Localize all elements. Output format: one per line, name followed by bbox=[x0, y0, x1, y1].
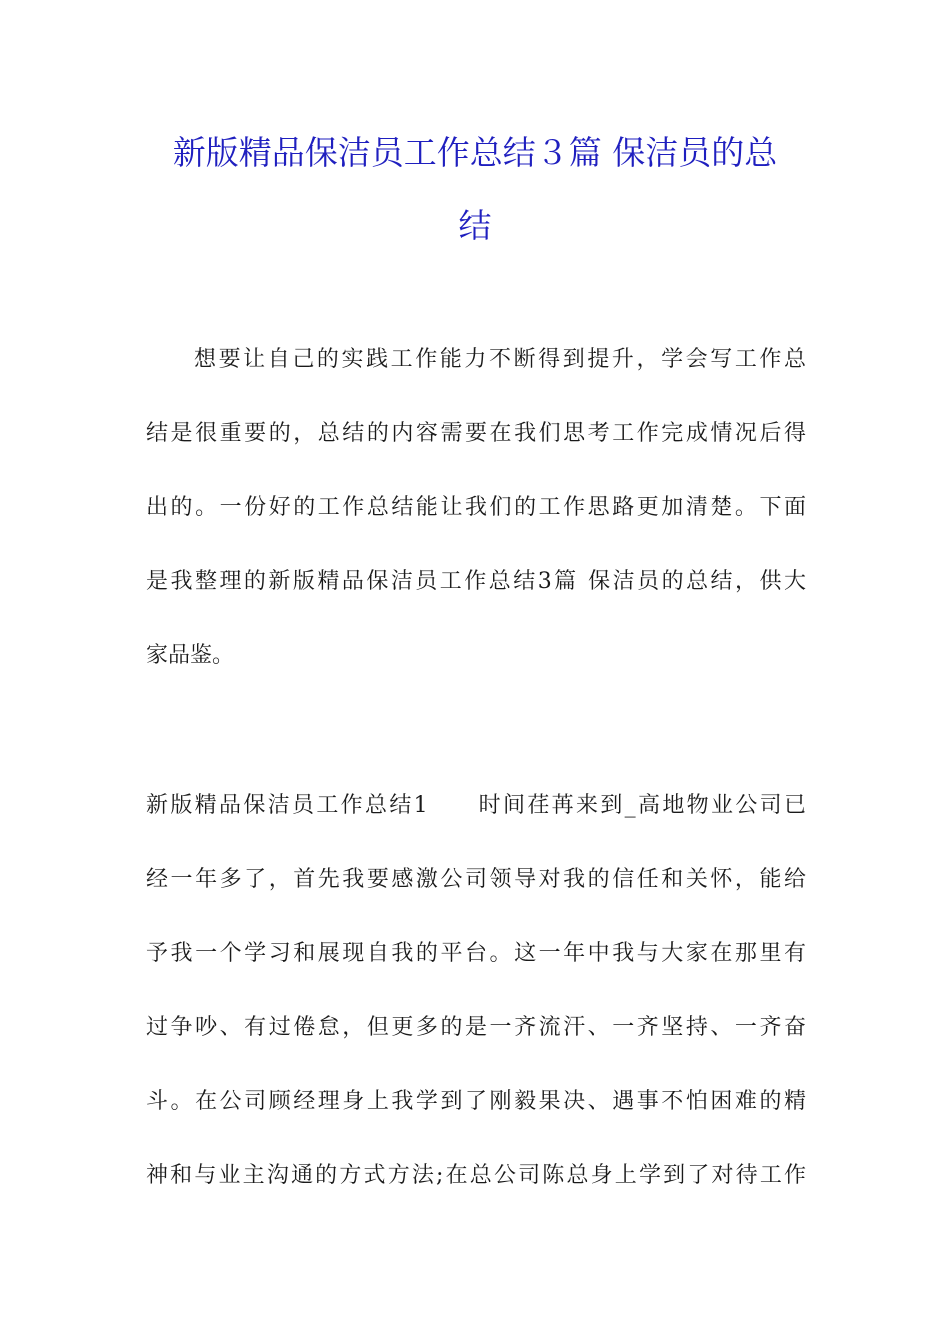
intro-paragraph-line: 结是很重要的，总结的内容需要在我们思考工作完成情况后得 bbox=[146, 421, 806, 446]
intro-paragraph-line: 家品鉴。 bbox=[146, 643, 235, 668]
body-paragraph-line: 予我一个学习和展现自我的平台。这一年中我与大家在那里有 bbox=[146, 941, 806, 966]
intro-paragraph-line: 出的。一份好的工作总结能让我们的工作思路更加清楚。下面 bbox=[146, 495, 806, 520]
body-paragraph-line: 神和与业主沟通的方式方法;在总公司陈总身上学到了对待工作 bbox=[146, 1163, 806, 1188]
body-paragraph-line: 经一年多了，首先我要感激公司领导对我的信任和关怀，能给 bbox=[146, 867, 806, 892]
body-paragraph-line: 新版精品保洁员工作总结1 时间荏苒来到_高地物业公司已 bbox=[146, 793, 806, 818]
document-title-line-1: 新版精品保洁员工作总结３篇 保洁员的总 bbox=[172, 133, 778, 172]
body-paragraph-line: 斗。在公司顾经理身上我学到了刚毅果决、遇事不怕困难的精 bbox=[146, 1089, 806, 1114]
body-paragraph-line: 过争吵、有过倦怠，但更多的是一齐流汗、一齐坚持、一齐奋 bbox=[146, 1015, 806, 1040]
intro-paragraph-line: 想要让自己的实践工作能力不断得到提升，学会写工作总 bbox=[194, 347, 806, 372]
document-title-line-2: 结 bbox=[458, 206, 492, 245]
intro-paragraph-line: 是我整理的新版精品保洁员工作总结3篇 保洁员的总结，供大 bbox=[146, 569, 806, 594]
